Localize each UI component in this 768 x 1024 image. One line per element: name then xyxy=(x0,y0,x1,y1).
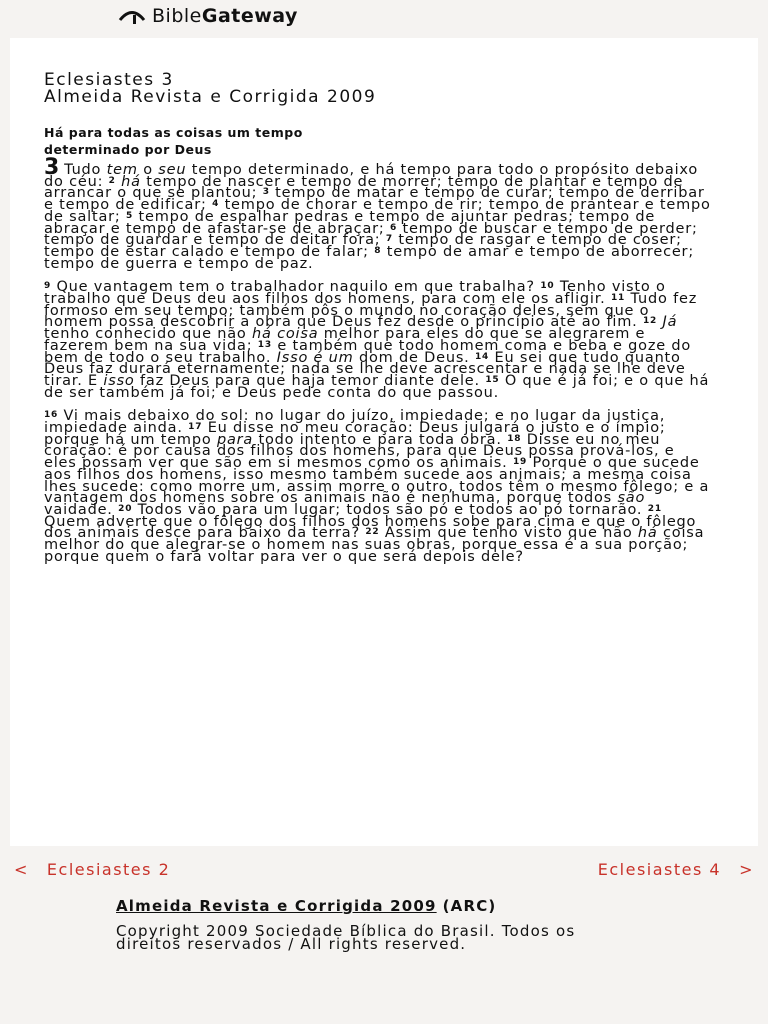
section-heading: Há para todas as coisas um tempo determinado por Deus xyxy=(44,125,303,157)
version-abbrev: (ARC) xyxy=(442,897,497,915)
version-info xyxy=(116,897,636,915)
paragraph-1: 3 Tudo tem o seu tempo determinado, e há tempo para todo o propósito debaixo do céu: $^2$ há tempo de nascer e tempo de morrer; tempo de plantar e tempo de arrancar o que se plantou; $^3$ tempo de matar e tempo de curar; tempo de derribar e tempo de edificar; $^4$ tempo de chorar e tempo de rir; tempo de prantear e tempo de saltar; $^5$ tempo de espalhar pedras e tempo de ajuntar pedras; tempo de abraçar e tempo de afastar-se de abraçar; $^6$ tempo de buscar e tempo de perder; tempo de guardar e tempo de deitar fora; $^7$ tempo de rasgar e tempo de coser; tempo de estar calado e tempo de falar; $^8$ tempo de amar e tempo de aborrecer; tempo de guerra e tempo de paz. xyxy=(44,155,711,272)
passage-content xyxy=(44,72,712,576)
previous-chapter-link[interactable] xyxy=(14,860,170,879)
version-link[interactable]: Almeida Revista e Corrigida 2009 xyxy=(116,897,437,915)
previous-chapter-label: Eclesiastes 2 xyxy=(46,860,171,879)
paragraph-3: $^{16}$ Vi mais debaixo do sol: no lugar do juízo, impiedade; e no lugar da justiça, impiedade ainda. $^{17}$ Eu disse no meu coração: Deus julgará o justo e o ímpio; porque há um tempo para todo intento e para toda obra. $^{18}$ Disse eu no meu coração: é por causa dos filhos dos homens, para que Deus possa prová-los, e eles possam ver que são em si mesmos como os animais. $^{19}$ Porque o que sucede aos filhos dos homens, isso mesmo também sucede aos animais; a mesma coisa lhes sucede: como morre um, assim morre o outro, todos têm o mesmo fôlego; e a vantagem dos homens sobre os animais não é nenhuma, porque todos são vaidade. $^{20}$ Todos vão para um lugar; todos são pó e todos ao pó tornarão. $^{21}$ Quem adverte que o fôlego dos filhos dos homens sobe para cima e que o fôlego dos animais desce para baixo da terra? $^{22}$ Assim que tenho visto que não há coisa melhor do que alegrar-se o homem nas suas obras, porque essa é a sua porção; porque quem o fará voltar para ver o que será depois dele? xyxy=(44,408,710,565)
chevron-left-icon: < xyxy=(14,860,29,879)
passage-version: Almeida Revista e Corrigida 2009 xyxy=(44,87,377,107)
logo-text: BibleGateway xyxy=(152,5,298,27)
copyright-text: Copyright 2009 Sociedade Bíblica do Brasil. Todos os direitos reservados / All rights reserved. xyxy=(116,921,576,953)
passage-reference: Eclesiastes 3 xyxy=(44,70,174,90)
chapter-number: 3 xyxy=(44,155,61,180)
paragraph-2: $^9$ Que vantagem tem o trabalhador naquilo em que trabalha? $^{10}$ Tenho visto o trabalho que Deus deu aos filhos dos homens, para com ele os afligir. $^{11}$ Tudo fez formoso em seu tempo; também pôs o mundo no coração deles, sem que o homem possa descobrir a obra que Deus fez desde o princípio até ao fim. $^{12}$ Já tenho conhecido que não há coisa melhor para eles do que se alegrarem e fazerem bem na sua vida; $^{13}$ e também que todo homem coma e beba e goze do bem de todo o seu trabalho. Isso é um dom de Deus. $^{14}$ Eu sei que tudo quanto Deus faz durará eternamente; nada se lhe deve acrescentar e nada se lhe deve tirar. E isso faz Deus para que haja temor diante dele. $^{15}$ O que é já foi; e o que há de ser também já foi; e Deus pede conta do que passou. xyxy=(44,279,710,401)
next-chapter-link[interactable] xyxy=(598,860,754,879)
biblegateway-logo[interactable] xyxy=(118,5,298,27)
chevron-right-icon: > xyxy=(739,860,754,879)
next-chapter-label: Eclesiastes 4 xyxy=(597,860,722,879)
copyright-footer xyxy=(116,897,636,953)
logo-mark-icon xyxy=(118,7,146,25)
chapter-navigation xyxy=(0,860,768,884)
top-bar xyxy=(0,0,768,38)
